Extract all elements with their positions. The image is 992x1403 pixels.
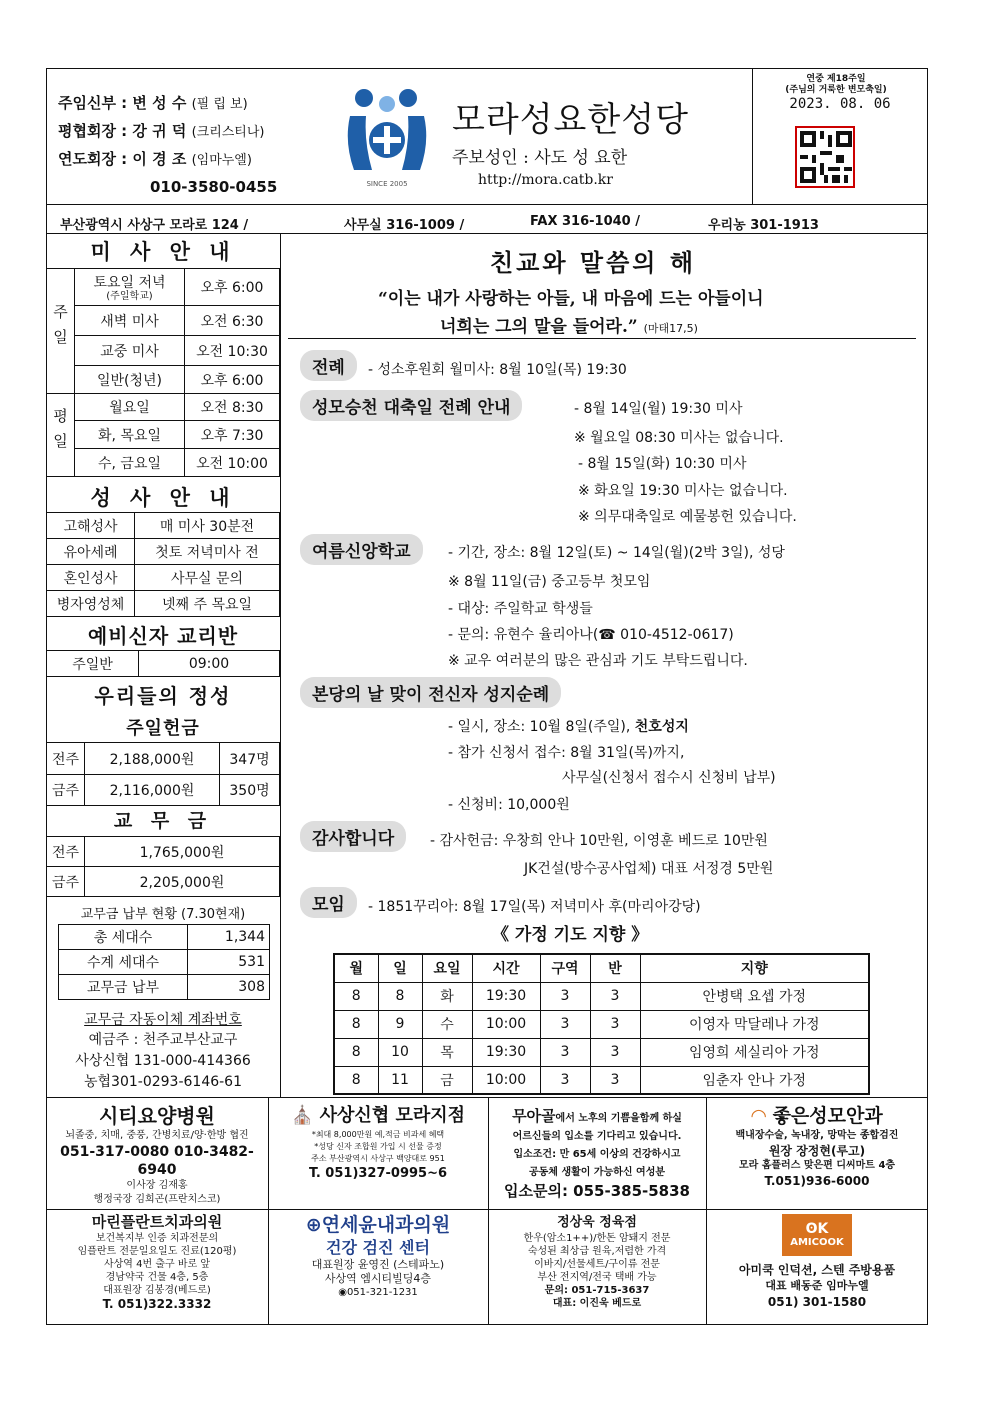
ad-eye-clinic: ◠ 좋은성모안과 백내장수술, 녹내장, 망막는 종합검진 원장 장정현(루고) 모라 홈플러스 맞은편 디씨마트 4층 T.051)936-6000: [735, 1105, 899, 1188]
divider: [46, 1097, 928, 1098]
church-logo: SINCE 2005: [336, 82, 438, 192]
notice-line: - 기간, 장소: 8월 12일(토) ~ 14일(월)(2박 3일), 성당: [448, 545, 785, 561]
ad-nursing-home: 무아골에서 노후의 기쁨을함께 하실 어르신들의 입소를 기다리고 있습니다. 입소조건: 만 65세 이상의 건강하시고 공동체 생활이 가능하신 여성분 입소문의: 055-385-5838: [503, 1107, 690, 1200]
amicook-logo-icon: ʘK AMICOOK: [782, 1214, 852, 1256]
notice-line: - 8월 14일(월) 19:30 미사: [574, 401, 743, 417]
table-row: 8 11 금 10:00 3 3 임춘자 안나 가정: [334, 1066, 869, 1094]
mass-table: 주일 토요일 저녁 (주일학교) 오후 6:00 새벽 미사 오전 6:30 교중 미사 오전 10:30 일반(청년) 오후 6:00 평일 월요일 오전 8:30 화, 목요일 오후 7:30 수, 금요일 오전 10:00: [46, 268, 280, 477]
ad-city-hospital: 시티요양병원 뇌졸중, 치매, 중풍, 간병치료/양·한방 협진 051-317-0080 010-3482-6940 이사장 김재홍 행정국장 김희곤(프란치스코): [60, 1104, 254, 1205]
notice-line: ※ 의무대축일로 예물봉헌 있습니다.: [578, 509, 797, 525]
tag-liturgy: 전례: [300, 350, 357, 381]
tag-assumption: 성모승천 대축일 전례 안내: [300, 390, 522, 421]
gospel-quote-2: 너희는 그의 말을 들어라.” (마태17,5): [440, 317, 698, 337]
divider: [488, 1097, 489, 1325]
divider: [46, 233, 928, 234]
ad-butcher: 정상욱 정육점 한우(암소1++)/한돈 암돼지 전문 숙성된 최상급 원육,저렴한 가격 이바지/선물세트/구이류 전문 부산 전지역/전국 택배 가능 문의: 051-715-3637 대표: 이진욱 베드로: [523, 1215, 671, 1309]
divider: [288, 338, 916, 339]
year-theme: 친교와 말씀의 해: [490, 248, 696, 277]
offering-title: 우리들의 정성: [94, 684, 232, 708]
ad-internal-clinic: ⊕연세윤내과의원 건강 검진 센터 대표원장 윤영진 (스테파노) 사상역 엠시티빌딩4층 ◉051-321-1231: [305, 1214, 451, 1298]
ad-dental: 마린플란트치과의원 보건복지부 인증 치과전문의 임플란트 전문일요일도 진료(120평) 사상역 4번 출구 바로 앞 경남약국 건물 4층, 5층 대표원장 김봉경(베드로) T. 051)322.3332: [77, 1213, 237, 1311]
clinic-logo-icon: ⊕: [305, 1214, 322, 1236]
notice-line: - 감사헌금: 우창희 안나 10만원, 이영훈 베드로 10만원: [430, 833, 768, 849]
ad-sasang-credit: ⛪ 사상신협 모라지점 *최대 8,000만원 예,적금 비과세 혜택 *성당 신자 조합원 가입 시 선물 증정 주소 부산광역시 사상구 백양대로 951 T. 051)327-0995~6: [290, 1105, 466, 1181]
notice-line: - 8월 15일(화) 10:30 미사: [578, 456, 747, 472]
catechumen-table: 주일반 09:00: [46, 650, 280, 677]
liturgy-text: - 성소후원회 월미사: 8월 10일(목) 19:30: [368, 362, 627, 378]
sunday-offering-title: 주일헌금: [126, 718, 200, 739]
table-row: 8 10 목 19:30 3 3 임영희 세실리아 가정: [334, 1038, 869, 1066]
phone-icon: ◉: [338, 1287, 347, 1298]
sacrament-table: 고해성사 매 미사 30분전 유아세례 첫토 저녁미사 전 혼인성사 사무실 문의 병자영성체 넷째 주 목요일: [46, 512, 280, 617]
notice-line: - 참가 신청서 접수: 8월 31일(목)까지,: [448, 745, 685, 761]
notice-line: - 일시, 장소: 10월 8일(주일), 천호성지: [448, 719, 689, 735]
tag-summer-school: 여름신앙학교: [300, 534, 423, 565]
divider: [280, 233, 281, 1097]
tag-thanks: 감사합니다: [300, 821, 406, 852]
tag-pilgrimage: 본당의 날 맞이 전신자 성지순례: [300, 677, 561, 708]
divider: [46, 204, 928, 205]
bulletin-date: 2023. 08. 06: [789, 96, 891, 112]
divider: [706, 1097, 707, 1325]
bank-account: 우리농 301-1913: [708, 218, 819, 233]
notice-line: - 대상: 주일학교 학생들: [448, 601, 593, 617]
divider: [46, 1209, 928, 1210]
sunday-offering-table: 전주 2,188,000원 347명 금주 2,116,000원 350명: [46, 742, 280, 806]
eye-logo-icon: ◠: [751, 1105, 766, 1127]
notice-line: ※ 화요일 19:30 미사는 없습니다.: [578, 483, 788, 499]
qr-code-icon[interactable]: [795, 126, 855, 188]
notice-line: ※ 8월 11일(금) 중고등부 첫모임: [448, 574, 651, 590]
family-prayer-title: 《 가정 기도 지향 》: [492, 925, 649, 945]
mass-title: 미 사 안 내: [90, 240, 236, 264]
notice-line: - 문의: 유현수 율리아나(☎ 010-4512-0617): [448, 627, 734, 643]
dues-table: 전주 1,765,000원 금주 2,205,000원: [46, 836, 280, 897]
liturgy-day: 연중 제18주일 (주님의 거룩한 변모축일): [785, 74, 887, 95]
notice-line: - 신청비: 10,000원: [448, 797, 570, 813]
account-info: 예금주 : 천주교부산교구 사상신협 131-000-414366 농협301-0293-6146-61: [75, 1032, 251, 1090]
catechumen-title: 예비신자 교리반: [87, 624, 239, 648]
dues-title: 교 무 금: [113, 810, 213, 832]
tag-meeting: 모임: [300, 887, 357, 918]
dues-status-title: 교무금 납부 현황 (7.30현재): [80, 907, 246, 922]
dues-status-table: 총 세대수 1,344 수계 세대수 531 교무금 납부 308: [58, 924, 270, 1000]
office-phone: 사무실 316-1009 /: [344, 218, 465, 233]
notice-line: 사무실(신청서 접수시 신청비 납부): [562, 770, 776, 786]
ad-amicook: ʘK AMICOOK 아미쿡 인덕션, 스텐 주방용품 대표 배동준 임마누엘 051) 301-1580: [708, 1214, 926, 1310]
family-prayer-table: 월 일 요일 시간 구역 반 지향 8 8 화 19:30 3 3 안병택 요셉 가정 8 9 수 10:00 3 3 이영자 막달레나 가정 8 10 목 19:30 3 3 임영희 세실리아 가정 8 11 금 10:00 3 3 임춘자 안나 가정: [333, 953, 870, 1095]
sacrament-title: 성 사 안 내: [90, 486, 236, 510]
notice-line: JK건설(방수공사업체) 대표 서정경 5만원: [524, 861, 774, 877]
gospel-quote-1: “이는 내가 사랑하는 아들, 내 마음에 드는 아들이니: [378, 289, 764, 309]
auto-transfer-title: 교무금 자동이체 계좌번호: [84, 1012, 242, 1028]
table-row: 8 8 화 19:30 3 3 안병택 요셉 가정: [334, 982, 869, 1010]
table-row: 8 9 수 10:00 3 3 이영자 막달레나 가정: [334, 1010, 869, 1038]
church-url[interactable]: http://mora.catb.kr: [478, 172, 613, 188]
church-name: 모라성요한성당: [452, 100, 689, 140]
credit-union-icon: ⛪: [290, 1105, 314, 1126]
patron-saint: 주보성인 : 사도 성 요한: [452, 148, 628, 168]
notice-line: ※ 교우 여러분의 많은 관심과 기도 부탁드립니다.: [448, 653, 748, 669]
notice-line: ※ 월요일 08:30 미사는 없습니다.: [574, 430, 784, 446]
meeting-text: - 1851꾸리아: 8월 17일(목) 저녁미사 후(마리아강당): [368, 899, 701, 915]
fax-number: FAX 316-1040 /: [530, 214, 640, 229]
staff-list: 주임신부 : 변 성 수 (필 립 보) 평협회장 : 강 귀 덕 (크리스티나) 연도회장 : 이 경 조 (임마누엘) 010-3580-0455: [58, 94, 278, 196]
divider: [268, 1097, 269, 1325]
church-address: 부산광역시 사상구 모라로 124 /: [60, 218, 249, 233]
